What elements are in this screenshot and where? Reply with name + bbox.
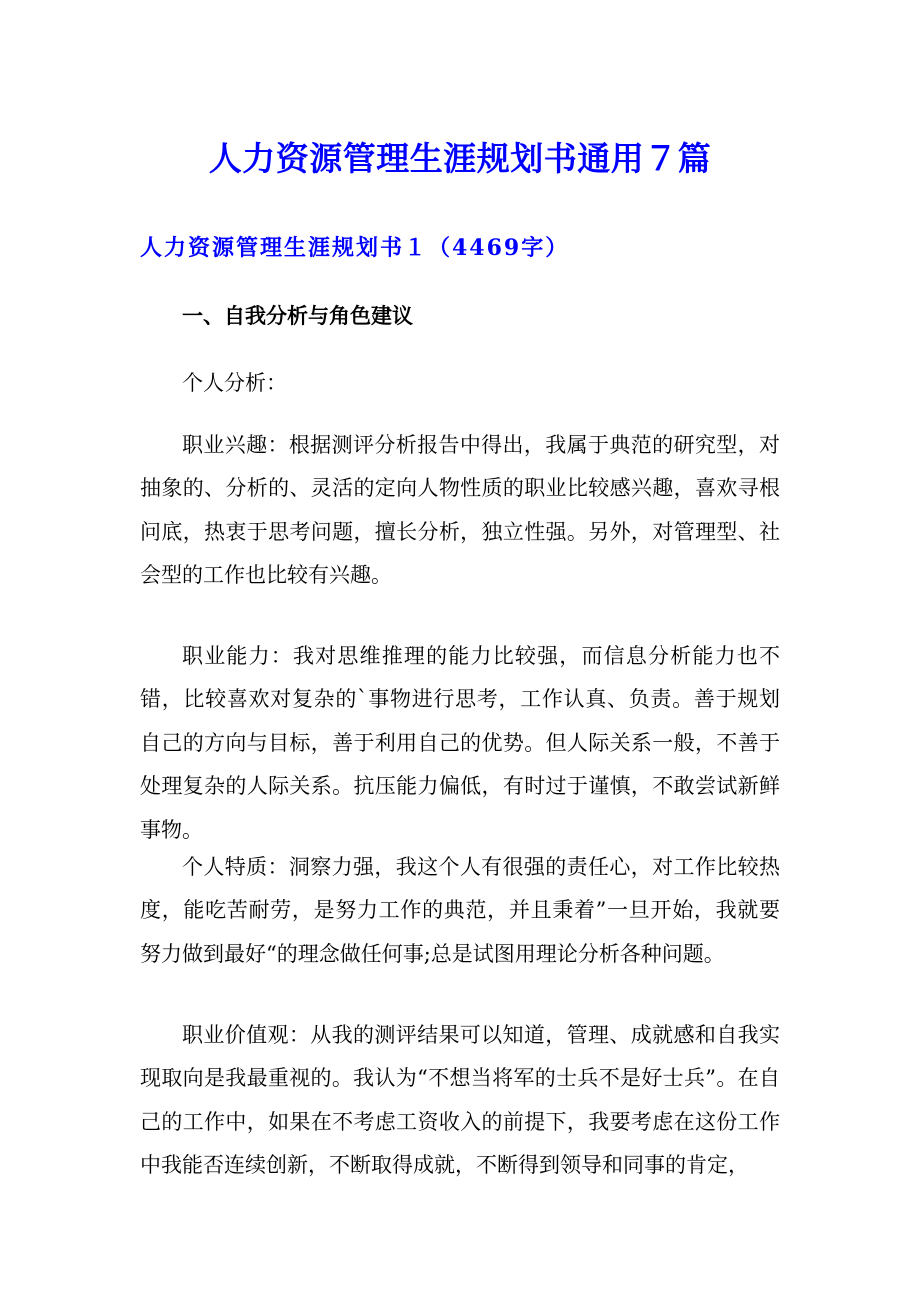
section-heading: 人力资源管理生涯规划书１（4469字） xyxy=(140,235,570,261)
paragraph-career-ability: 职业能力：我对思维推理的能力比较强，而信息分析能力也不错，比较喜欢对复杂的`事物进行思考，工作认真、负责。善于规划自己的方向与目标，善于利用自己的优势。但人际关系一般，不善于处理复杂的人际关系。抗压能力偏低，有时过于谨慎，不敢尝试新鲜事物。 xyxy=(140,644,780,842)
paragraph-career-values: 职业价值观：从我的测评结果可以知道，管理、成就感和自我实现取向是我最重视的。我认为“不想当将军的士兵不是好士兵”。在自己的工作中，如果在不考虑工资收入的前提下，我要考虑在这份工作中我能否连续创新，不断取得成就，不断得到领导和同事的肯定， xyxy=(140,1023,780,1178)
document-title: 人力资源管理生涯规划书通用７篇 xyxy=(208,139,712,178)
paragraph-personal-traits: 个人特质：洞察力强，我这个人有很强的责任心，对工作比较热度，能吃苦耐劳，是努力工作的典范，并且秉着”一旦开始，我就要努力做到最好“的理念做任何事;总是试图用理论分析各种问题。 xyxy=(140,855,780,966)
paragraph-career-interest: 职业兴趣：根据测评分析报告中得出，我属于典范的研究型，对抽象的、分析的、灵活的定向人物性质的职业比较感兴趣，喜欢寻根问底，热衷于思考问题，擅长分析，独立性强。另外，对管理型、社会型的工作也比较有兴趣。 xyxy=(140,433,780,588)
paragraph-personal-analysis-label: 个人分析： xyxy=(182,371,287,395)
sub-heading: 一、自我分析与角色建议 xyxy=(182,303,413,328)
